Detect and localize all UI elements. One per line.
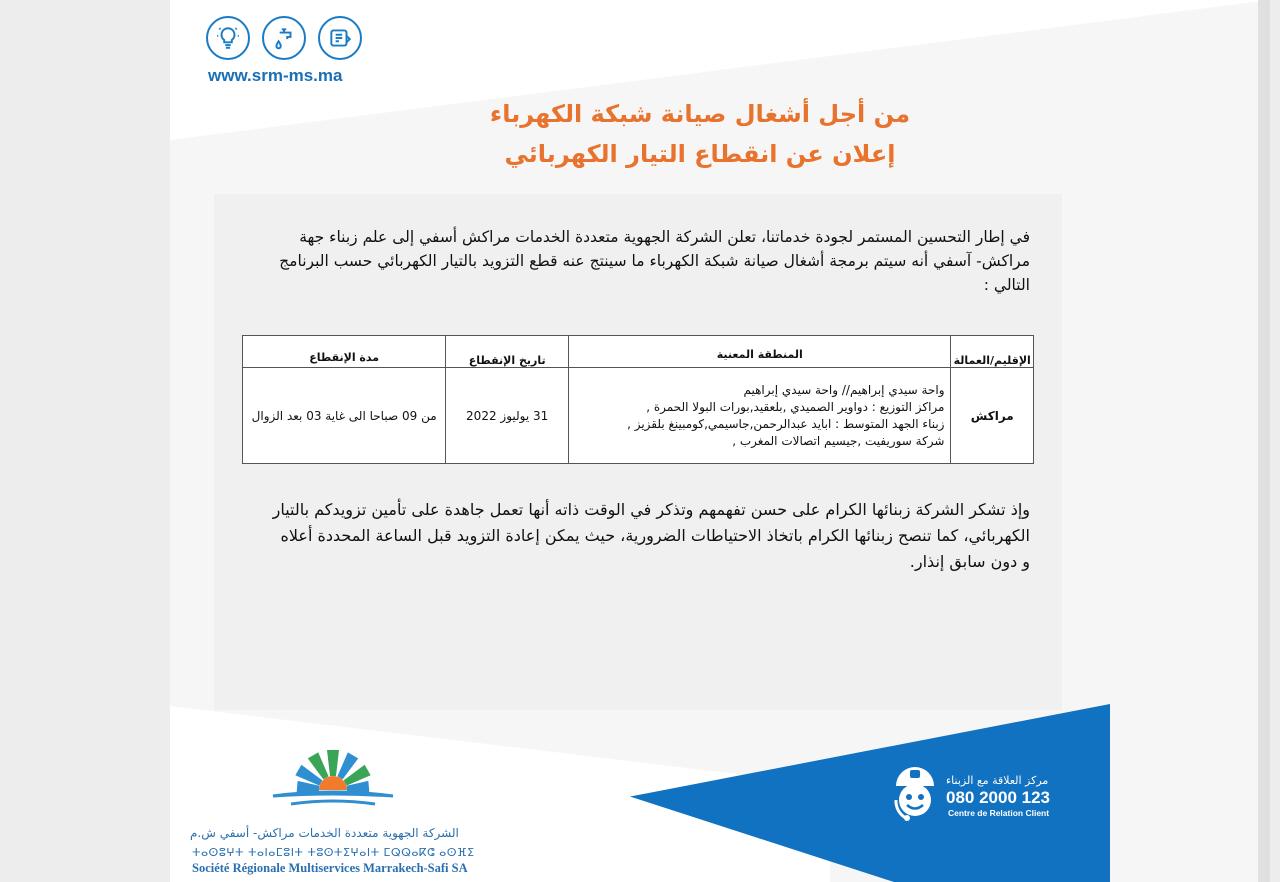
cell-province: مراكش [951, 368, 1034, 464]
lightbulb-icon [206, 16, 250, 60]
customer-center-label-french: Centre de Relation Client [948, 808, 1050, 818]
announcement-title: من أجل أشغال صيانة شبكة الكهرباء [489, 100, 911, 128]
announcement-page [170, 0, 1270, 882]
cell-duration: من 09 صباحا الى غاية 03 بعد الزوال [243, 368, 446, 464]
area-line: مراكز التوزيع : دواوير الصميدي ,بلعقيد,بورات البولا الحمرة , [646, 399, 945, 414]
company-name-tifinagh: ⵜⴰⵙⵓⵖⵜ ⵜⴰⵏⴰⵎⵓⵏⵜ ⵜⵓⵙⵜⵉⵖⴰⵏⵜ ⵎⵕⵕⴰⴽⵛ ⴰⵙⴼⵉ [192, 846, 475, 859]
sanitation-icon [318, 16, 362, 60]
closing-paragraph: وإذ تشكر الشركة زبنائها الكرام على حسن تفهمهم وتذكر في الوقت ذاته أنها تعمل جاهدة على تأمين تزويدكم بالتيار الكهربائي، كما تنصح زبنائها الكرام باتخاذ الاحتياطات الضرورية، حيث يمكن إعادة التزويد قبل الساعة المحددة أعلاه و دون سابق إنذار. [272, 500, 1030, 571]
outage-schedule-table [242, 335, 1034, 464]
table-header-row [243, 336, 1034, 368]
header-date: تاريخ الإنقطاع [446, 336, 569, 368]
customer-service-mascot-icon [888, 764, 942, 824]
website-link[interactable]: www.srm-ms.ma [208, 66, 343, 85]
company-logo [258, 746, 408, 812]
area-line: شركة سوريفيت ,جيسيم اتصالات المغرب , [732, 433, 945, 448]
cell-date: 31 يوليوز 2022 [446, 368, 569, 464]
area-line: واحة سيدي إبراهيم// واحة سيدي إبراهيم [743, 382, 945, 397]
header-area: المنطقة المعنية [569, 336, 951, 368]
header-province: الإقليم/العمالة [951, 336, 1034, 368]
page-edge-shadow [1258, 0, 1270, 882]
cell-area [569, 368, 951, 464]
service-icons [206, 16, 362, 60]
announcement-subtitle: إعلان عن انقطاع التيار الكهربائي [504, 140, 896, 168]
area-line: زبناء الجهد المتوسط : ابايد عبدالرحمن,جاسيمي,كومبينغ بلقزيز , [627, 416, 945, 431]
intro-paragraph: في إطار التحسين المستمر لجودة خدماتنا، تعلن الشركة الجهوية متعددة الخدمات مراكش أسفي إلى علم زبناء جهة مراكش- آسفي أنه سيتم برمجة أشغال صيانة شبكة الكهرباء ما سينتج عنه قطع التزويد بالتيار الكهربائي حسب البرنامج التالي : [279, 228, 1030, 294]
company-name-french: Société Régionale Multiservices Marrakech-Safi SA [192, 861, 468, 875]
company-name-arabic: الشركة الجهوية متعددة الخدمات مراكش- أسفي ش.م [190, 826, 459, 840]
header-duration: مدة الإنقطاع [243, 336, 446, 368]
table-row [243, 368, 1034, 464]
customer-center-phone[interactable]: 080 2000 123 [946, 788, 1050, 807]
water-tap-icon [262, 16, 306, 60]
customer-center-label-arabic: مركز العلاقة مع الزبناء [946, 774, 1049, 787]
